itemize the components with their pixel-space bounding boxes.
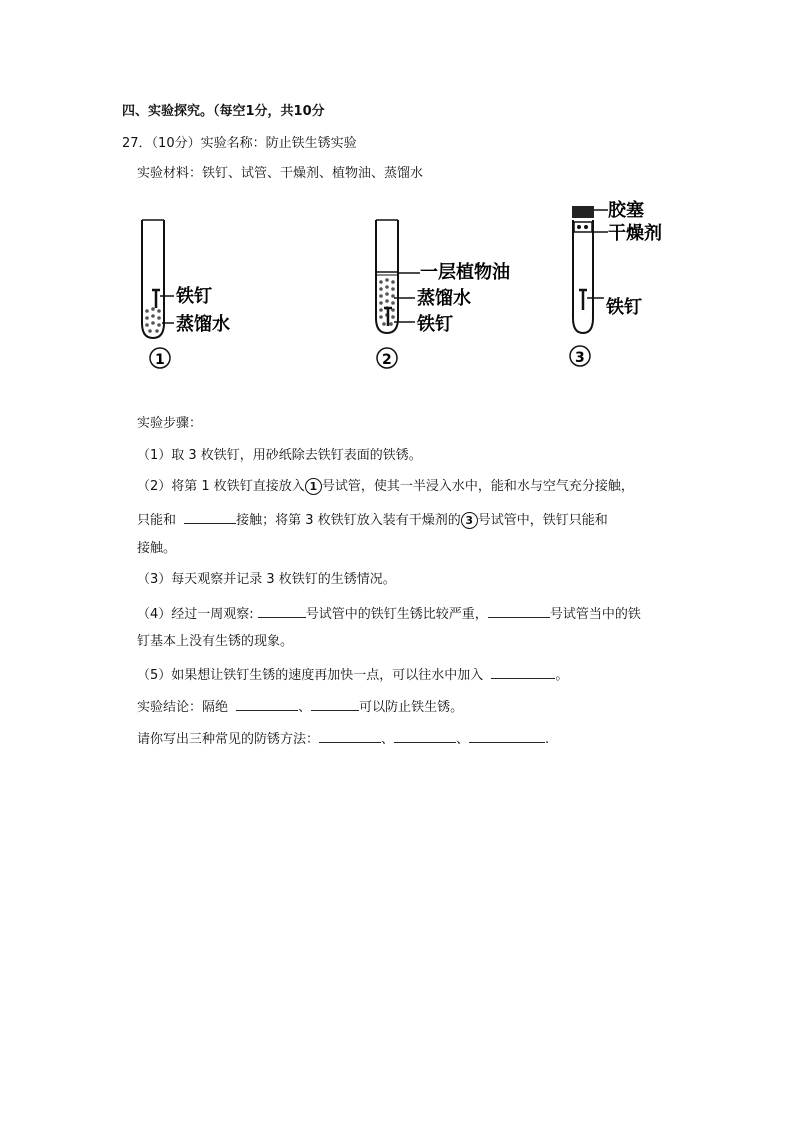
tube-1-nail-icon	[152, 290, 160, 308]
tube-1-label-water: 蒸馏水	[176, 314, 230, 335]
tube-3-index: 3	[575, 350, 585, 366]
tube-3-nail-icon	[579, 290, 587, 310]
methods-end: .	[545, 732, 550, 747]
tube-1-index: 1	[155, 352, 165, 368]
tube-2-label-water: 蒸馏水	[417, 288, 471, 309]
question-number: 27．（10分）	[122, 136, 201, 151]
conclusion-text-a: 实验结论：隔绝	[137, 700, 229, 715]
steps-title	[137, 415, 202, 433]
tube-3-label-stopper: 胶塞	[608, 200, 644, 221]
methods-text: 请你写出三种常见的防锈方法：	[137, 732, 320, 747]
tube-3-stopper-icon	[572, 206, 594, 218]
methods-sep-2: 、	[456, 732, 470, 747]
step-2-text-a: （2）将第 1 枚铁钉直接放入	[137, 479, 305, 494]
materials-line	[137, 165, 423, 183]
step-1-text: （1）取 3 枚铁钉，用砂纸除去铁钉表面的铁锈。	[137, 448, 422, 463]
tube-2-label-oil: 一层植物油	[420, 262, 510, 283]
question-name: 防止铁生锈实验	[265, 136, 357, 151]
question-name-label: 实验名称：	[200, 136, 266, 151]
tube-ref-1: 1	[305, 478, 322, 495]
step-4-text-d: 钉基本上没有生锈的现象。	[137, 634, 294, 649]
tube-ref-3: 3	[461, 512, 478, 529]
tube-1-label-nail: 铁钉	[176, 286, 212, 307]
materials-label: 实验材料：	[137, 166, 203, 181]
step-4-line-1	[137, 603, 641, 624]
blank-7[interactable]	[319, 728, 381, 743]
blank-5[interactable]	[236, 696, 298, 711]
section-title	[122, 103, 325, 121]
tube-3-label-nail: 铁钉	[606, 297, 642, 318]
blank-8[interactable]	[394, 728, 456, 743]
section-title-text: 四、实验探究。（每空1分，共10分	[122, 104, 325, 119]
conclusion-sep: 、	[298, 700, 312, 715]
step-2-text-b: 号试管，使其一半浸入水中，能和水与空气充分接触，	[321, 479, 634, 494]
tube-2-index: 2	[382, 352, 392, 368]
step-2-line-3	[137, 540, 176, 558]
step-3	[137, 571, 396, 589]
blank-9[interactable]	[469, 728, 545, 743]
methods-sep-1: 、	[381, 732, 395, 747]
blank-6[interactable]	[311, 696, 359, 711]
step-4-line-2	[137, 633, 293, 651]
blank-4[interactable]	[491, 664, 555, 679]
step-2-line-2	[137, 509, 608, 530]
tube-2	[376, 220, 510, 368]
tube-1-water	[145, 307, 161, 333]
prevention-methods	[137, 728, 549, 749]
step-2-text-c: 只能和	[137, 513, 177, 528]
step-2-text-f: 接触。	[137, 541, 177, 556]
conclusion-text-b: 可以防止铁生锈。	[359, 700, 464, 715]
materials-text: 铁钉、试管、干燥剂、植物油、蒸馏水	[202, 166, 424, 181]
test-tube-figure	[130, 198, 690, 378]
step-4-text-a: （4）经过一周观察:	[137, 607, 258, 622]
step-5-text-b: 。	[555, 668, 569, 683]
step-3-text: （3）每天观察并记录 3 枚铁钉的生锈情况。	[137, 572, 396, 587]
step-4-text-b: 号试管中的铁钉生锈比较严重，	[305, 607, 488, 622]
tube-3-label-desiccant: 干燥剂	[608, 223, 662, 244]
question-header	[122, 135, 357, 153]
step-5-text-a: （5）如果想让铁钉生锈的速度再加快一点，可以往水中加入	[137, 668, 484, 683]
tube-2-label-nail: 铁钉	[417, 314, 453, 335]
step-2-text-d: 接触；将第 3 枚铁钉放入装有干燥剂的	[236, 513, 461, 528]
tube-3	[570, 199, 662, 366]
step-5	[137, 664, 568, 685]
blank-3[interactable]	[488, 603, 550, 618]
step-4-text-c: 号试管当中的铁	[549, 607, 641, 622]
conclusion	[137, 696, 463, 717]
steps-title-text: 实验步骤：	[137, 416, 203, 431]
tube-3-desiccant-icon	[574, 222, 592, 232]
blank-2[interactable]	[258, 603, 306, 618]
step-1	[137, 447, 422, 465]
tube-1	[142, 220, 230, 368]
step-2-text-e: 号试管中，铁钉只能和	[477, 513, 608, 528]
blank-1[interactable]	[184, 509, 236, 524]
step-2-line-1	[137, 478, 634, 496]
